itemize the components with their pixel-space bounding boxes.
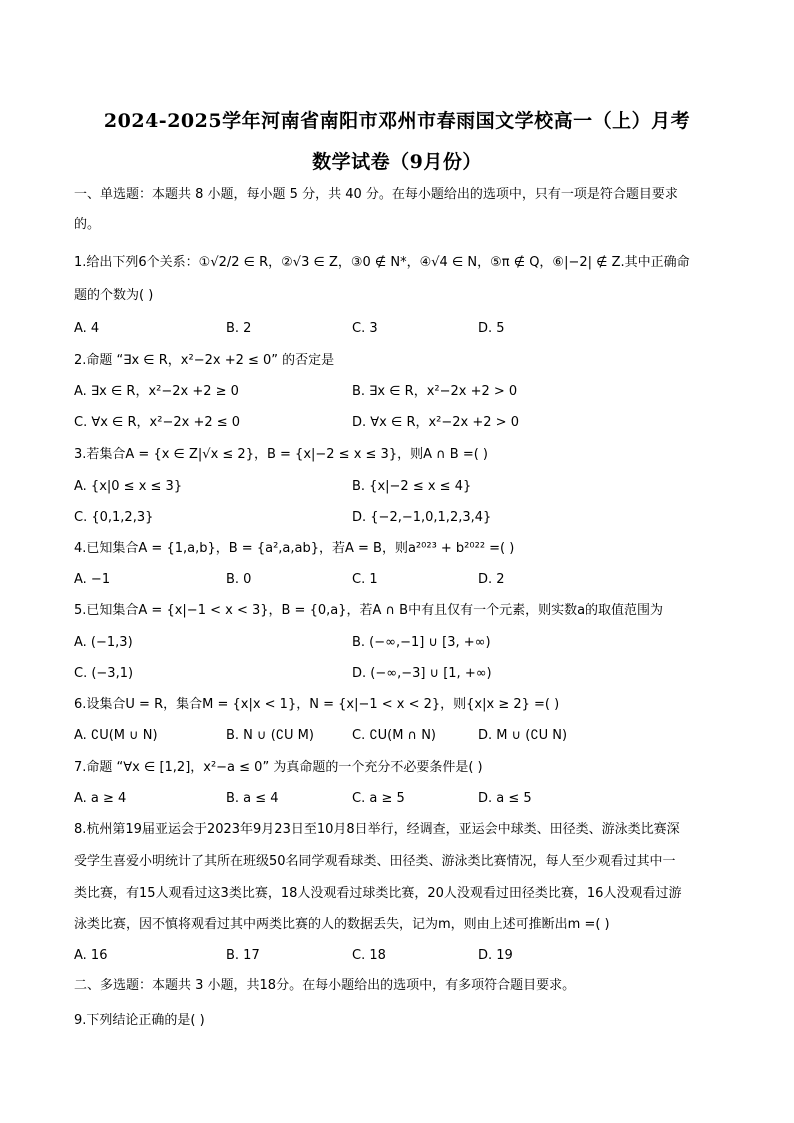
- question-5-option-c: C. (−3,1): [74, 666, 134, 681]
- question-8-stem-line4: 泳类比赛，因不慎将观看过其中两类比赛的人的数据丢失，记为m，则由上述可推断出m =( ): [74, 917, 610, 932]
- question-6-option-b: B. N ∪ (∁U M): [226, 728, 314, 743]
- question-8-stem-line2: 受学生喜爱小明统计了其所在班级50名同学观看球类、田径类、游泳类比赛情况，每人至少观看过其中一: [74, 854, 676, 869]
- question-6-option-d: D. M ∪ (∁U N): [478, 728, 568, 743]
- section2-instruction: 二、多选题：本题共 3 小题，共18分。在每小题给出的选项中，有多项符合题目要求。: [74, 978, 576, 993]
- question-4-option-b: B. 0: [226, 572, 252, 587]
- question-5-option-b: B. (−∞,−1] ∪ [3, +∞): [352, 635, 491, 650]
- question-2-option-a: A. ∃x ∈ R，x²−2x +2 ≥ 0: [74, 384, 239, 399]
- question-3-option-d: D. {−2,−1,0,1,2,3,4}: [352, 510, 492, 525]
- question-2-option-c: C. ∀x ∈ R，x²−2x +2 ≤ 0: [74, 415, 241, 430]
- question-3-option-a: A. {x|0 ≤ x ≤ 3}: [74, 479, 183, 494]
- question-7-option-c: C. a ≥ 5: [352, 791, 405, 806]
- question-6-stem: 6.设集合U = R，集合M = {x|x < 1}，N = {x|−1 < x < 2}，则{x|x ≥ 2} =( ): [74, 697, 560, 712]
- question-4-option-d: D. 2: [478, 572, 505, 587]
- question-7-option-b: B. a ≤ 4: [226, 791, 279, 806]
- question-1-option-d: D. 5: [478, 321, 505, 336]
- section1-instruction-line2: 的。: [74, 217, 101, 232]
- question-1-option-b: B. 2: [226, 321, 252, 336]
- question-6-option-a: A. ∁U(M ∪ N): [74, 728, 158, 743]
- question-8-option-c: C. 18: [352, 948, 386, 963]
- question-5-option-a: A. (−1,3): [74, 635, 133, 650]
- question-8-stem-line1: 8.杭州第19届亚运会于2023年9月23日至10月8日举行，经调查，亚运会中球类、田径类、游泳类比赛深: [74, 822, 680, 837]
- question-5-option-d: D. (−∞,−3] ∪ [1, +∞): [352, 666, 492, 681]
- question-3-stem: 3.若集合A = {x ∈ Z|√x ≤ 2}，B = {x|−2 ≤ x ≤ 3}，则A ∩ B =( ): [74, 447, 488, 462]
- question-2-option-d: D. ∀x ∈ R，x²−2x +2 > 0: [352, 415, 519, 430]
- question-4-stem: 4.已知集合A = {1,a,b}，B = {a²,a,ab}，若A = B，则a²⁰²³ + b²⁰²² =( ): [74, 541, 515, 556]
- question-3-option-b: B. {x|−2 ≤ x ≤ 4}: [352, 479, 472, 494]
- question-5-stem: 5.已知集合A = {x|−1 < x < 3}，B = {0,a}，若A ∩ B中有且仅有一个元素，则实数a的取值范围为: [74, 603, 664, 618]
- question-1-stem-line1: 1.给出下列6个关系：①√2/2 ∈ R，②√3 ∈ Z，③0 ∉ N*，④√4 ∈ N，⑤π ∉ Q，⑥|−2| ∉ Z.其中正确命: [74, 255, 690, 270]
- question-8-option-d: D. 19: [478, 948, 513, 963]
- question-9-stem: 9.下列结论正确的是( ): [74, 1013, 205, 1028]
- exam-title-line1: 2024-2025学年河南省南阳市邓州市春雨国文学校高一（上）月考: [103, 110, 691, 132]
- question-7-option-d: D. a ≤ 5: [478, 791, 532, 806]
- question-1-option-a: A. 4: [74, 321, 100, 336]
- question-7-option-a: A. a ≥ 4: [74, 791, 127, 806]
- question-2-stem: 2.命题 “∃x ∈ R，x²−2x +2 ≤ 0” 的否定是: [74, 353, 335, 368]
- exam-title-line2: 数学试卷（9月份）: [312, 151, 482, 173]
- question-1-option-c: C. 3: [352, 321, 378, 336]
- question-8-stem-line3: 类比赛，有15人观看过这3类比赛，18人没观看过球类比赛，20人没观看过田径类比赛，16人没观看过游: [74, 886, 682, 901]
- question-8-option-a: A. 16: [74, 948, 108, 963]
- section1-instruction-line1: 一、单选题：本题共 8 小题，每小题 5 分，共 40 分。在每小题给出的选项中，只有一项是符合题目要求: [74, 187, 678, 202]
- question-8-option-b: B. 17: [226, 948, 260, 963]
- question-4-option-c: C. 1: [352, 572, 378, 587]
- question-7-stem: 7.命题 “∀x ∈ [1,2]，x²−a ≤ 0” 为真命题的一个充分不必要条件是( ): [74, 760, 483, 775]
- question-2-option-b: B. ∃x ∈ R，x²−2x +2 > 0: [352, 384, 518, 399]
- question-6-option-c: C. ∁U(M ∩ N): [352, 728, 436, 743]
- question-4-option-a: A. −1: [74, 572, 111, 587]
- question-1-stem-line2: 题的个数为( ): [74, 288, 154, 303]
- question-3-option-c: C. {0,1,2,3}: [74, 510, 154, 525]
